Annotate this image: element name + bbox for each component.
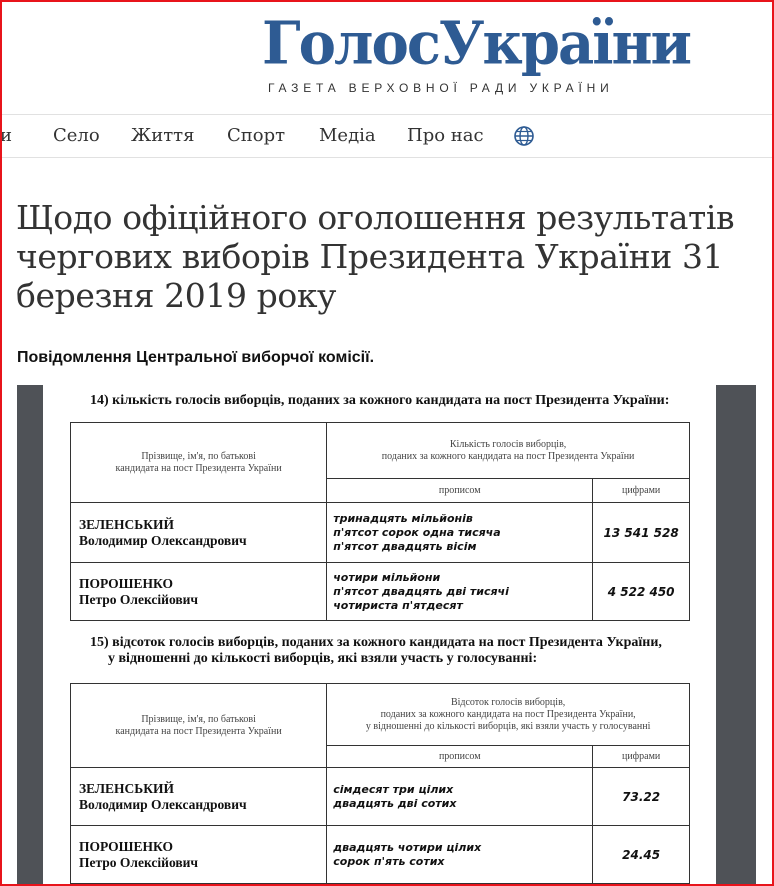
document-scan	[17, 385, 756, 885]
nav-item-life[interactable]: Життя	[131, 125, 195, 146]
nav-item-media[interactable]: Медіа	[319, 125, 376, 146]
section15-heading: 15) відсоток голосів виборців, поданих за кожного кандидата на пост Президента України, у відношенні до кількості виборців, які взяли участь у голосуванні:	[90, 635, 662, 666]
table14-words-header: прописом	[327, 479, 593, 503]
site-logo[interactable]	[262, 8, 691, 79]
votes-count-table	[70, 422, 690, 621]
table-row	[71, 503, 690, 563]
table15-words-header: прописом	[327, 746, 593, 768]
table15-digits-header: цифрами	[593, 746, 690, 768]
nav-item-truncated[interactable]: и	[0, 125, 12, 146]
section14-heading: 14) кількість голосів виборців, поданих за кожного кандидата на пост Президента України:	[90, 393, 670, 408]
table15-col2-header: Відсоток голосів виборців, поданих за кожного кандидата на пост Президента України, у відношенні до кількості виборців, які взяли участь у голосуванні	[327, 684, 690, 746]
logo-text: ГолосУкраїни	[262, 8, 691, 79]
table15-col1-header: Прізвище, ім'я, по батькові кандидата на пост Президента України	[71, 684, 327, 768]
table14-col1-header: Прізвище, ім'я, по батькові кандидата на пост Президента України	[71, 423, 327, 503]
candidate-name: ЗЕЛЕНСЬКИЙ Володимир Олександрович	[71, 768, 327, 826]
table-row	[71, 768, 690, 826]
site-tagline: ГАЗЕТА ВЕРХОВНОЇ РАДИ УКРАЇНИ	[268, 81, 614, 95]
article-subtitle: Повідомлення Центральної виборчої комісії.	[17, 349, 375, 366]
votes-in-digits: 4 522 450	[593, 563, 690, 621]
percent-in-digits: 24.45	[593, 826, 690, 884]
nav-item-about[interactable]: Про нас	[407, 125, 484, 146]
article-title: Щодо офіційного оголошення результатів чергових виборів Президента України 31 березня 2019 року	[16, 198, 735, 315]
table14-digits-header: цифрами	[593, 479, 690, 503]
nav-item-sport[interactable]: Спорт	[227, 125, 286, 146]
table-row	[71, 563, 690, 621]
votes-in-digits: 13 541 528	[593, 503, 690, 563]
table-row	[71, 826, 690, 884]
table14-col2-header: Кількість голосів виборців, поданих за кожного кандидата на пост Президента України	[327, 423, 690, 479]
percent-in-words: двадцять чотири цілих сорок п'ять сотих	[327, 826, 593, 884]
document-page	[43, 385, 716, 885]
candidate-name: ЗЕЛЕНСЬКИЙ Володимир Олександрович	[71, 503, 327, 563]
nav-item-village[interactable]: Село	[53, 125, 100, 146]
percent-in-digits: 73.22	[593, 768, 690, 826]
candidate-name: ПОРОШЕНКО Петро Олексійович	[71, 563, 327, 621]
percent-in-words: сімдесят три цілих двадцять дві сотих	[327, 768, 593, 826]
votes-in-words: тринадцять мільйонів п'ятсот сорок одна тисяча п'ятсот двадцять вісім	[327, 503, 593, 563]
main-nav	[0, 114, 774, 158]
candidate-name: ПОРОШЕНКО Петро Олексійович	[71, 826, 327, 884]
globe-icon[interactable]	[513, 125, 535, 147]
votes-percent-table	[70, 683, 690, 884]
votes-in-words: чотири мільйони п'ятсот двадцять дві тисячі чотириста п'ятдесят	[327, 563, 593, 621]
